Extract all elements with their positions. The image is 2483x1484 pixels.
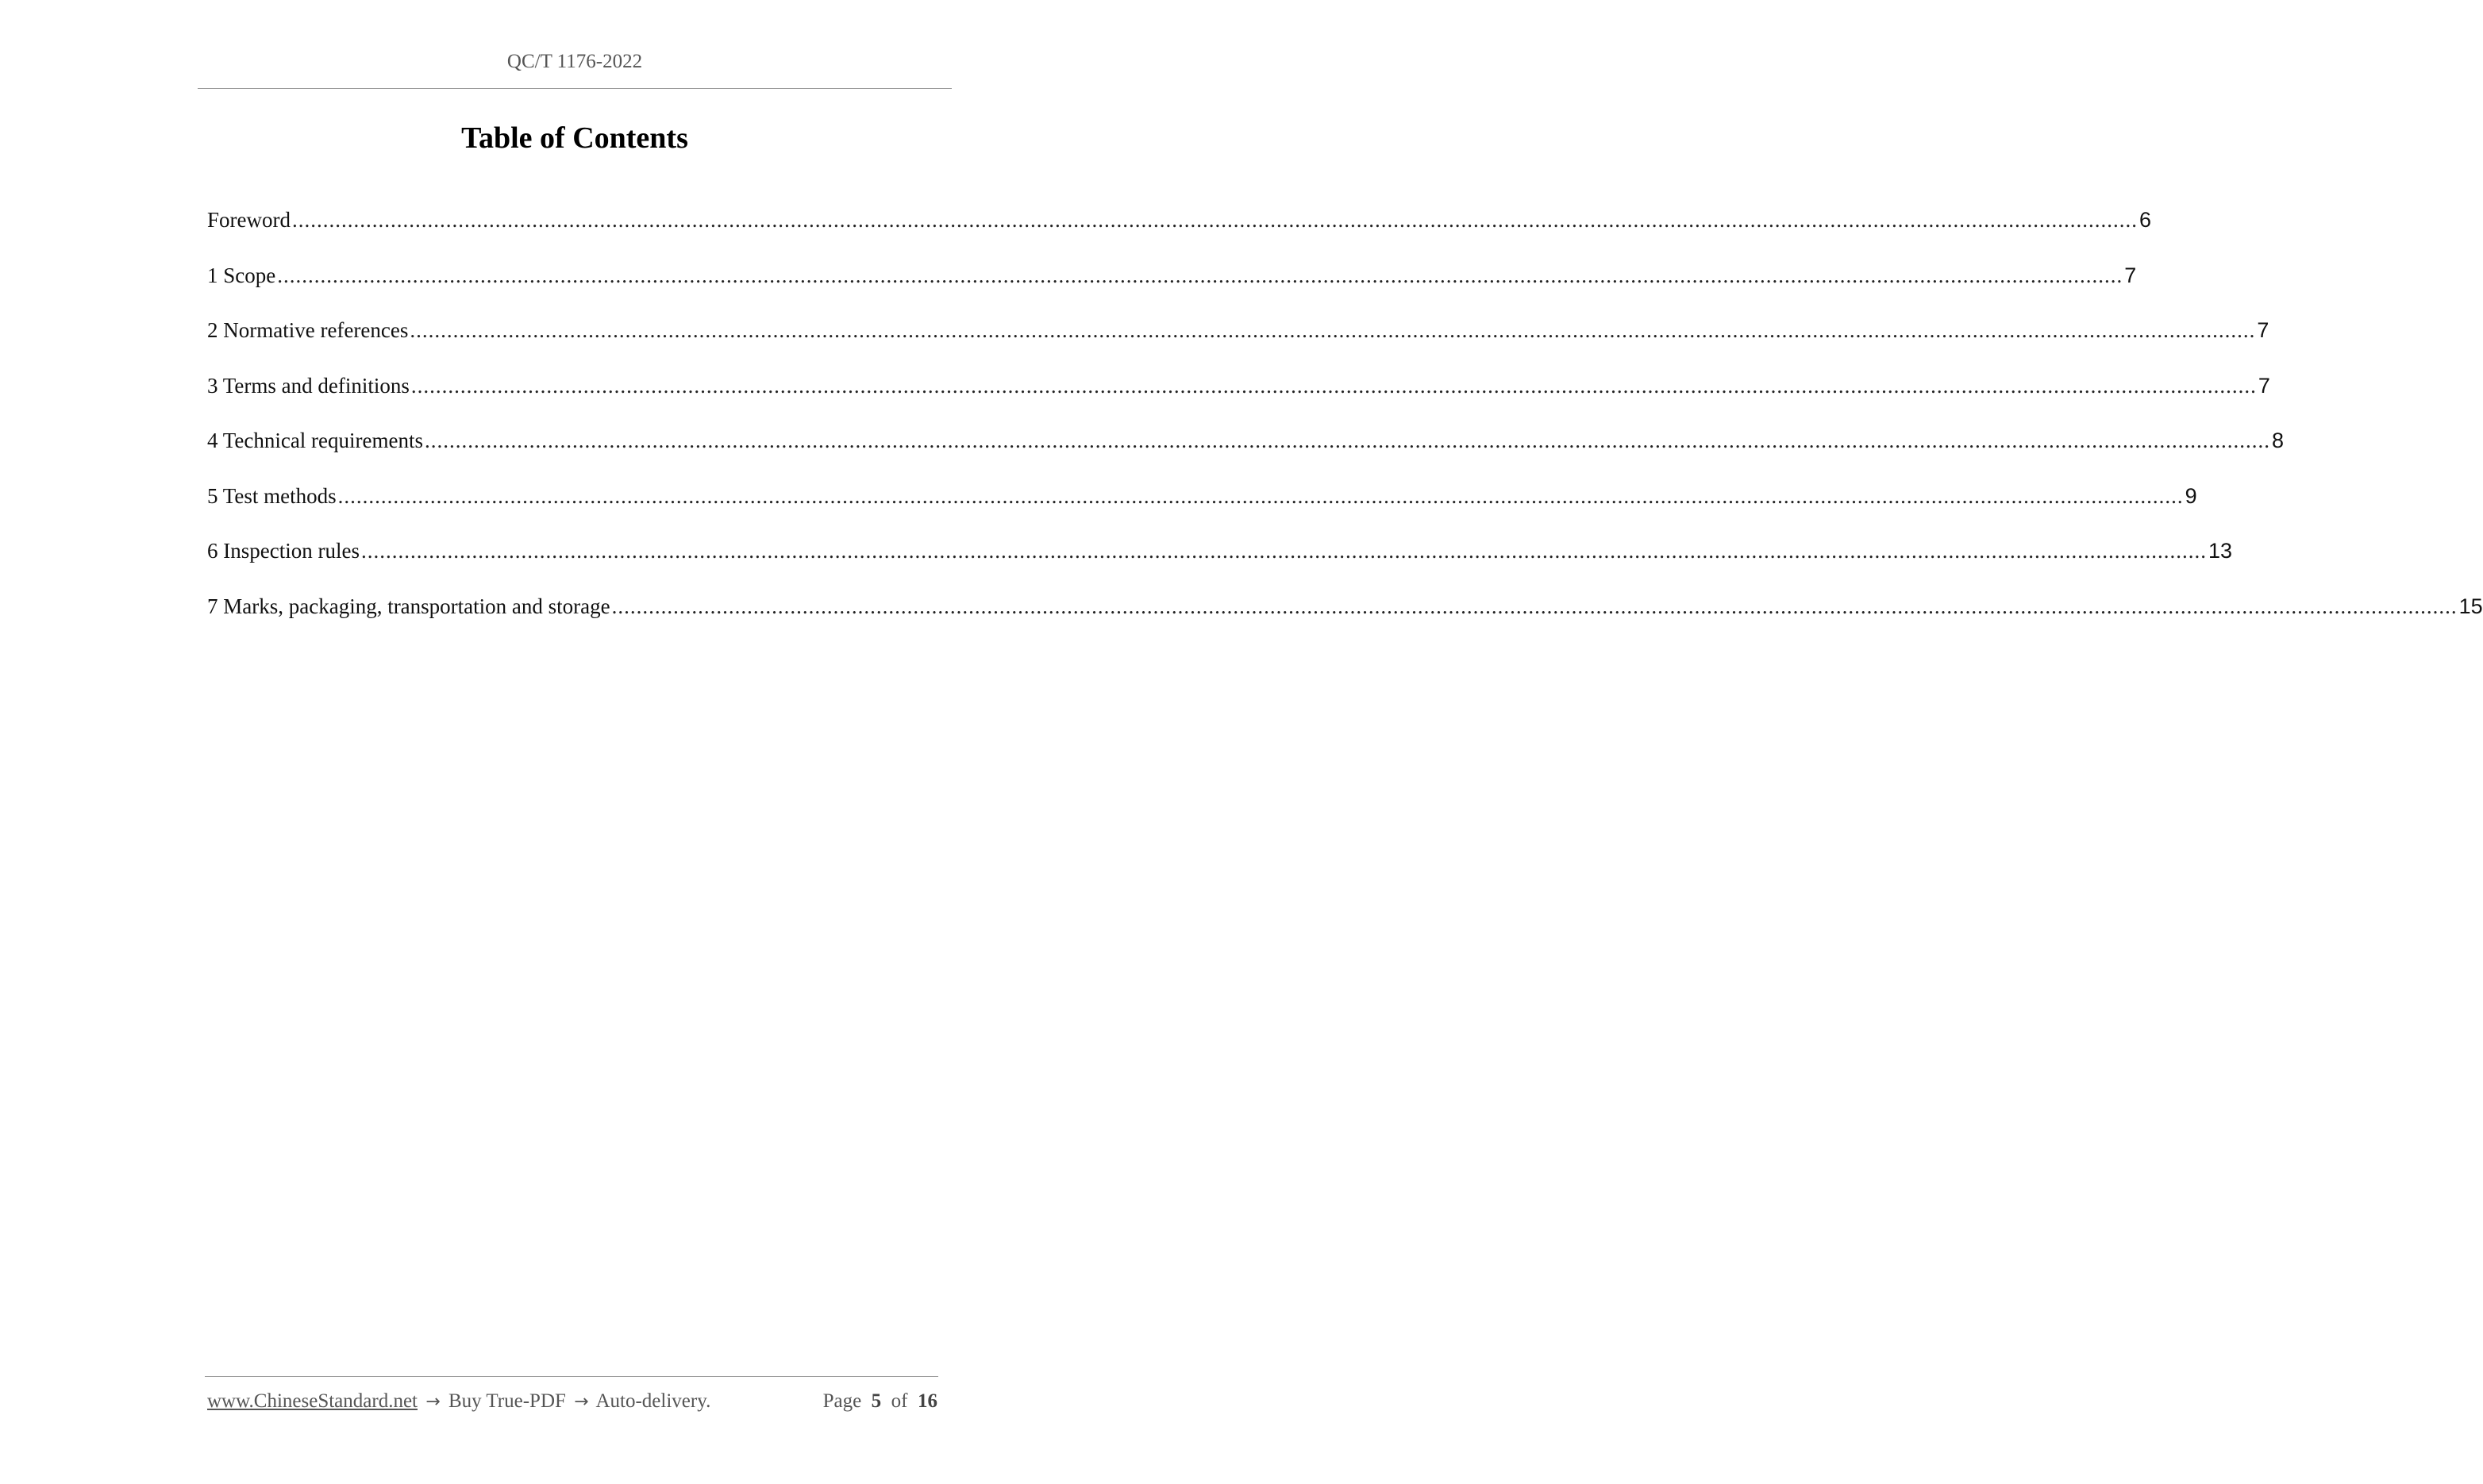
- toc-entry-marks-packaging[interactable]: [207, 594, 2483, 650]
- toc-entry-page: 7: [2124, 263, 2137, 287]
- toc-dot-leader: ............................................................................................................................................................................................................................................................................................................: [291, 208, 2138, 232]
- toc-entry-normative-references[interactable]: [207, 318, 2269, 374]
- footer-promo: [207, 1390, 710, 1413]
- page-number: [823, 1390, 937, 1413]
- toc-entry-label: 3 Terms and definitions: [207, 373, 410, 398]
- right-arrow-icon: →: [574, 1392, 589, 1412]
- toc-entry-label: 7 Marks, packaging, transportation and storage: [207, 594, 610, 618]
- page-title: Table of Contents: [461, 121, 688, 155]
- toc-entry-page: 7: [2258, 373, 2270, 398]
- toc-entry-page: 7: [2257, 318, 2269, 342]
- toc-entry-page: 15: [2458, 594, 2483, 618]
- toc-list: [207, 208, 2483, 649]
- toc-entry-scope[interactable]: [207, 263, 2137, 319]
- toc-entry-page: 8: [2272, 429, 2285, 452]
- toc-entry-label: 6 Inspection rules: [207, 539, 360, 563]
- current-page: 5: [871, 1390, 882, 1412]
- header-divider: [198, 88, 952, 89]
- toc-entry-page: 13: [2208, 539, 2232, 563]
- website-link[interactable]: www.ChineseStandard.net: [207, 1390, 418, 1412]
- toc-entry-label: 5 Test methods: [207, 483, 337, 508]
- toc-entry-technical-requirements[interactable]: [207, 429, 2285, 484]
- toc-dot-leader: ............................................................................................................................................................................................................................................................................................................: [425, 429, 2271, 452]
- toc-dot-leader: ............................................................................................................................................................................................................................................................................................................: [410, 318, 2256, 342]
- toc-dot-leader: ............................................................................................................................................................................................................................................................................................................: [337, 483, 2184, 508]
- footer-step-delivery: Auto-delivery.: [595, 1390, 711, 1412]
- toc-entry-inspection-rules[interactable]: [207, 539, 2232, 594]
- toc-dot-leader: ............................................................................................................................................................................................................................................................................................................: [277, 263, 2123, 287]
- footer-divider: [205, 1376, 938, 1377]
- footer-step-buy: Buy True-PDF: [448, 1390, 566, 1412]
- toc-entry-page: 6: [2138, 208, 2152, 232]
- running-header: QC/T 1176-2022: [506, 51, 643, 72]
- toc-entry-page: 9: [2185, 483, 2197, 508]
- toc-entry-terms-and-definitions[interactable]: [207, 373, 2270, 429]
- page-footer: [207, 1390, 937, 1413]
- toc-entry-label: 1 Scope: [207, 263, 276, 287]
- toc-dot-leader: ............................................................................................................................................................................................................................................................................................................: [611, 594, 2458, 618]
- of-word: of: [891, 1390, 908, 1412]
- right-arrow-icon: →: [425, 1392, 441, 1412]
- toc-dot-leader: ............................................................................................................................................................................................................................................................................................................: [410, 373, 2257, 398]
- toc-entry-label: 4 Technical requirements: [207, 429, 424, 452]
- page-word: Page: [822, 1390, 862, 1412]
- toc-entry-foreword[interactable]: [207, 208, 2152, 263]
- toc-entry-label: Foreword: [207, 208, 291, 232]
- toc-entry-test-methods[interactable]: [207, 483, 2197, 540]
- toc-entry-label: 2 Normative references: [207, 318, 409, 342]
- total-pages: 16: [918, 1390, 937, 1412]
- toc-dot-leader: ............................................................................................................................................................................................................................................................................................................: [360, 539, 2207, 563]
